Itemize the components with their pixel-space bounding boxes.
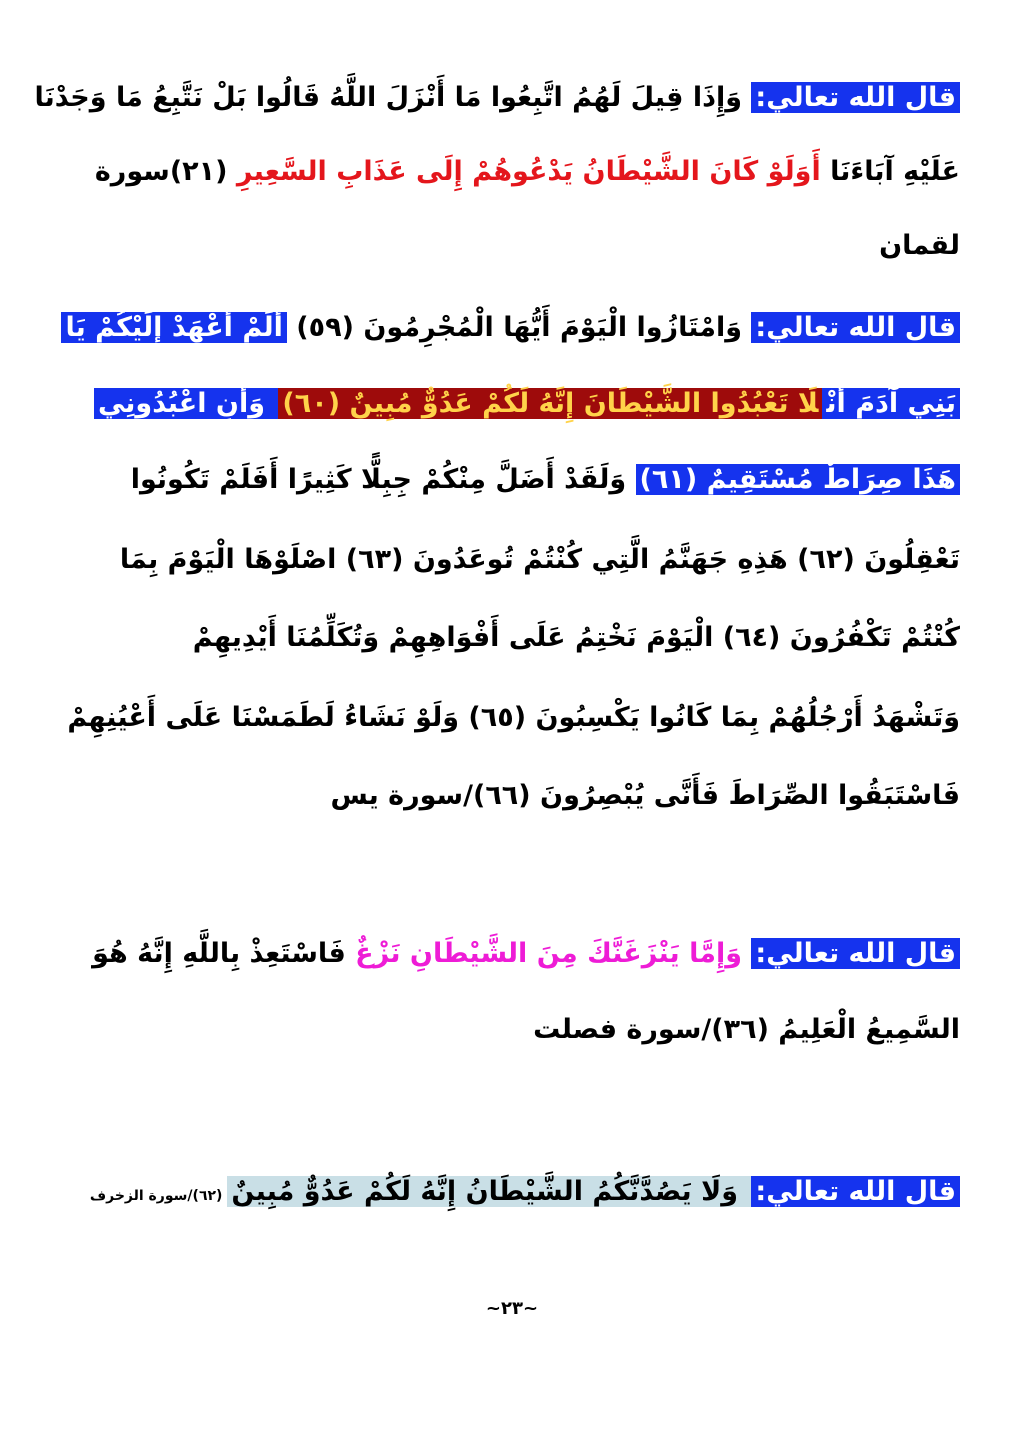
verse-text: كُنْتُمْ تَكْفُرُونَ (٦٤) الْيَوْمَ نَخْتِمُ عَلَى أَفْوَاهِهِمْ وَتُكَلِّمُنَا أَيْدِيهِمْ	[192, 622, 960, 653]
verse-line	[879, 226, 960, 266]
verse-text: وَإِذَا قِيلَ لَهُمُ اتَّبِعُوا مَا أَنْزَلَ اللَّهُ قَالُوا بَلْ نَتَّبِعُ مَا وَجَدْنَا	[34, 82, 752, 113]
verse-highlight-blue: بَنِي آدَمَ أَنْ	[822, 388, 960, 419]
surah-ref: (٢١)سورة	[94, 156, 237, 187]
verse-line	[90, 1172, 960, 1212]
verse-line	[533, 1010, 960, 1050]
verse-line	[94, 384, 960, 424]
verse-label: قال الله تعالي:	[751, 312, 960, 343]
verse-highlight-blue: وَأَنِ اعْبُدُونِي	[94, 388, 278, 419]
verse-highlight-red: لَا تَعْبُدُوا الشَّيْطَانَ إِنَّهُ لَكُمْ عَدُوٌّ مُبِينٌ (٦٠)	[278, 388, 822, 419]
page-number: ~٢٣~	[485, 1298, 539, 1319]
verse-line	[193, 618, 960, 658]
verse-text: تَعْقِلُونَ (٦٢) هَذِهِ جَهَنَّمُ الَّتِي كُنْتُمْ تُوعَدُونَ (٦٣) اصْلَوْهَا الْيَوْمَ بِمَا	[119, 544, 960, 575]
verse-label: قال الله تعالي:	[751, 938, 960, 969]
verse-label: قال الله تعالي:	[751, 1176, 960, 1207]
verse-text: عَلَيْهِ آبَاءَنَا	[820, 156, 960, 187]
verse-text: وَتَشْهَدُ أَرْجُلُهُمْ بِمَا كَانُوا يَكْسِبُونَ (٦٥) وَلَوْ نَشَاءُ لَطَمَسْنَا عَلَى أَعْيُنِهِمْ	[67, 702, 960, 733]
verse-line	[330, 776, 960, 816]
verse-highlight-grey: وَلَا يَصُدَّنَّكُمُ الشَّيْطَانُ إِنَّهُ لَكُمْ عَدُوٌّ مُبِينٌ	[227, 1176, 751, 1207]
verse-line	[95, 152, 960, 192]
verse-text: السَّمِيعُ الْعَلِيمُ (٣٦)/سورة فصلت	[533, 1014, 960, 1045]
verse-line	[92, 934, 960, 974]
verse-highlight-blue: أَلَمْ أَعْهَدْ إِلَيْكُمْ يَا	[61, 312, 286, 343]
verse-emphasis-red: أَوَلَوْ كَانَ الشَّيْطَانُ يَدْعُوهُمْ إِلَى عَذَابِ السَّعِيرِ	[236, 156, 821, 187]
verse-emphasis-magenta: وَإِمَّا يَنْزَغَنَّكَ مِنَ الشَّيْطَانِ نَزْغٌ	[355, 938, 752, 969]
verse-text: فَاسْتَعِذْ بِاللَّهِ إِنَّهُ هُوَ	[92, 938, 356, 969]
surah-ref: لقمان	[879, 230, 960, 261]
surah-ref: (٦٢)/سورة الزخرف	[89, 1188, 228, 1204]
verse-text: فَاسْتَبَقُوا الصِّرَاطَ فَأَنَّى يُبْصِرُونَ (٦٦)/سورة يس	[330, 780, 960, 811]
verse-line	[34, 78, 960, 118]
verse-text: وَلَقَدْ أَضَلَّ مِنْكُمْ جِبِلًّا كَثِيرًا أَفَلَمْ تَكُونُوا	[130, 464, 636, 495]
verse-line	[131, 460, 960, 500]
verse-label: قال الله تعالي:	[751, 82, 960, 113]
verse-highlight-blue: هَذَا صِرَاطٌ مُسْتَقِيمٌ (٦١)	[636, 464, 960, 495]
verse-line	[120, 540, 960, 580]
verse-text: وَامْتَازُوا الْيَوْمَ أَيُّهَا الْمُجْرِمُونَ (٥٩)	[286, 312, 752, 343]
verse-line	[61, 308, 960, 348]
verse-line	[67, 698, 960, 738]
